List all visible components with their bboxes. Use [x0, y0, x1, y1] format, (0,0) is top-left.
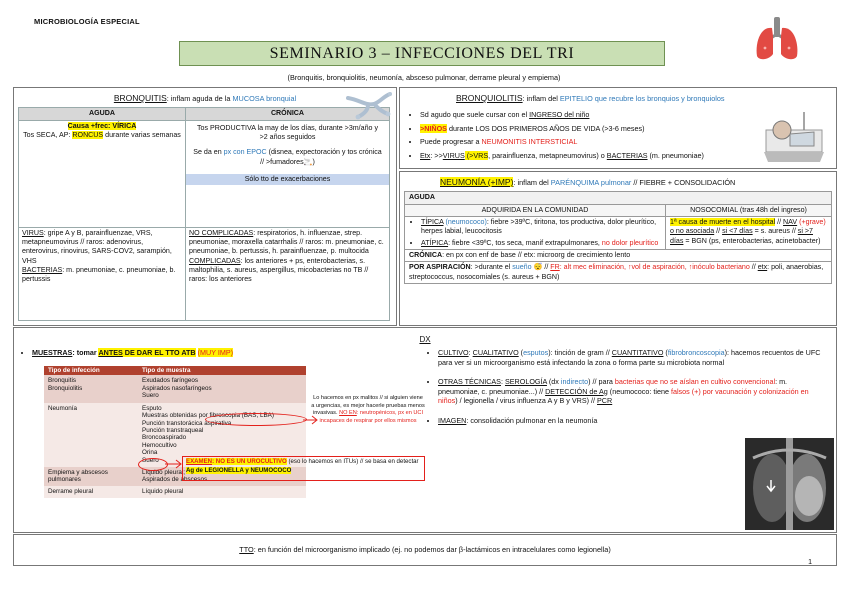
bronquiolitis-def: : inflam del — [522, 94, 560, 103]
list-item: • MUESTRAS: tomar ANTES DE DAR EL TTO ATB (MUY IMP) — [32, 348, 442, 358]
examen-orina-box: EXAMEN: NO ES UN UROCULTIVO (eso lo hacemos en ITUs) // se basa en detectar Ag de LEGIONELLA y NEUMOCOCO — [182, 456, 425, 481]
bronquitis-def: : inflam aguda de la — [166, 94, 233, 103]
list-item: • Sd agudo que suele cursar con el INGRESO del niño — [420, 110, 770, 120]
bronquitis-heading — [14, 93, 396, 104]
muestras-list — [18, 348, 442, 362]
sleep-emoji-icon: 😴 — [531, 263, 543, 272]
bronquiolitis-title: BRONQUIOLITIS — [456, 93, 523, 103]
virus-label: VIRUS — [22, 228, 44, 237]
neumonia-def-parenquima: PARÉNQUIMA pulmonar — [550, 178, 632, 187]
complicadas-label: COMPLICADAS — [189, 256, 241, 265]
fibroscopia-note: Lo hacemos en px malitos // si alguien viene a urgencias, es mejor hacerle pruebas menos invasivas. NO EN: neutropénicos, px en UCI incapaces de respirar por ellos mismos — [311, 395, 425, 424]
bronquitis-aguda-cell — [19, 120, 186, 227]
tto-text: TTO: en función del microorganismo implicado (ej. no podemos dar β-lactámicos en intracelulares como legionella) — [239, 545, 611, 554]
dx-methods-list — [424, 348, 830, 429]
bronquiolitis-list — [400, 110, 770, 160]
bacterias-label: BACTERIAS — [22, 266, 63, 275]
bronquitis-section — [13, 87, 397, 326]
list-item: • CULTIVO: CUALITATIVO (esputos): tinción de gram // CUANTITATIVO (fibrobroncoscopia): hacemos recuentos de UFC para ver si un microorganismo está infectando la zona o forma parte su microbiota normal — [438, 348, 830, 367]
nocomplicadas-label: NO COMPLICADAS — [189, 228, 254, 237]
list-item: • TÍPICA (neumococo): fiebre >39ºC, tiritona, tos productiva, dolor pleurítico, herpes labial, leucocitosis — [421, 218, 661, 237]
table-row: Derrame pleural Líquido pleural — [44, 486, 306, 498]
neumonia-aspiracion-row: POR ASPIRACIÓN: >durante el sueño 😴 // FR: alt mec eliminación, ↑vol de aspiración, ↑inóculo bacteriano // etx: poli, anaerobias, streptococcus, nosocomiales (s. aureus + BGN) — [405, 262, 832, 284]
bronquitis-title: BRONQUITIS — [113, 93, 167, 103]
course-header: MICROBIOLOGÍA ESPECIAL — [34, 17, 140, 26]
page-title: SEMINARIO 3 – INFECCIONES DEL TRI — [179, 41, 665, 66]
list-item: • Etx: >>VIRUS (>VRS, parainfluenza, metapneumovirus) o BACTERIAS (m. pneumoniae) — [420, 151, 770, 161]
table-header: Tipo de muestra — [138, 366, 306, 375]
neumonia-def-end: // FIEBRE + CONSOLIDACIÓN — [631, 178, 736, 187]
neumonia-table — [404, 191, 832, 284]
aguda-cause: Causa +frec: VÍRICA — [67, 121, 137, 130]
exacerbaciones-label: Sólo tto de exacerbaciones — [186, 174, 389, 185]
neumonia-def: : inflam del — [513, 178, 551, 187]
table-row: Neumonía Esputo Muestras obtenidas por fibroscopia (BAS, LBA) Punción transtorácica aspirativa Punción transtraqueal Broncoaspirado Hemocultivo Orina Suero — [44, 403, 306, 467]
dx-section — [13, 327, 837, 533]
chest-xray-image — [745, 438, 834, 530]
complicadas-text: : los anteriores + ps, enterobacterias, s. maltophilia, s. aureus, aspergillus, micobacterias no TB // raros: los anteriores — [189, 256, 369, 284]
bronquitis-table — [18, 107, 390, 320]
table-row: Empiema y abscesos pulmonares Líquido pleural; Aspirados de abscesos — [44, 467, 306, 486]
bronquiolitis-def-epitelio: EPITELIO que recubre los bronquios y bronquiolos — [559, 94, 725, 103]
nosocomial-cell: 1ª causa de muerte en el hospital // NAV (+grave) o no asociada // si <7 días = s. aureus // si >7 días = BGN (ps, enterobacterias, acinetobacter) — [666, 216, 832, 249]
bronchi-illustration — [344, 90, 392, 120]
cigarette-icon: 🚬 — [303, 157, 313, 166]
cronica-epoc: Se da en px con EPOC (disnea, expectoración y tos crónica // >fumadores🚬) — [193, 148, 382, 166]
arrow-icon — [164, 459, 184, 469]
list-item: • Puede progresar a NEUMONITIS INTERSTICIAL — [420, 137, 770, 147]
aguda-text: Tos SECA, AP: — [23, 130, 73, 139]
comunidad-header: ADQUIRIDA EN LA COMUNIDAD — [405, 204, 666, 216]
page-subtitle: (Bronquitis, bronquiolitis, neumonía, absceso pulmonar, derrame pleural y empiema) — [287, 73, 561, 82]
cronica-text: Tos PRODUCTIVA la may de los días, durante >3m/año y >2 años seguidos — [196, 123, 379, 141]
virus-text: : gripe A y B, parainfluenzae, VRS, metapneumovirus // raros: adenovirus, enterovirus, rinovirus, SARS-COV2, sarampión, VHS — [22, 228, 172, 265]
fibroscopia-circle — [205, 413, 307, 426]
lungs-icon — [752, 14, 802, 64]
dx-label: DX — [419, 335, 431, 344]
table-row: Bronquitis Bronquiolitis Exudados faríngeos Aspirados nasofaríngeos Suero — [44, 375, 306, 402]
neumonia-section — [399, 171, 837, 326]
bronquitis-exacerb-cell — [186, 227, 390, 320]
nosocomial-header: NOSOCOMIAL (tras 48h del ingreso) — [666, 204, 832, 216]
nocomplicadas-text: : respiratorios, h. influenzae, strep. pneumoniae, moraxella catarrhalis // raros: m. pneumoniae, c. pneumoniae, b. pertussis, h. parainfluenzae, p. multocida — [189, 228, 384, 256]
bronquiolitis-section — [399, 87, 837, 169]
aguda-text-end: durante varias semanas — [103, 130, 181, 139]
list-item: • >NIÑOS durante LOS DOS PRIMEROS AÑOS DE VIDA (>3-6 meses) — [420, 124, 770, 134]
table-header: Tipo de infección — [44, 366, 138, 375]
infant-illustration — [760, 110, 828, 164]
bronquiolitis-heading — [456, 93, 836, 104]
list-item: • IMAGEN: consolidación pulmonar en la neumonía — [438, 416, 738, 426]
neumonia-title: NEUMONÍA (+IMP) — [440, 177, 514, 187]
bronquitis-cronica-cell — [186, 120, 390, 227]
bronquitis-cronica-header: CRÓNICA — [186, 108, 390, 120]
bronquitis-aguda-header: AGUDA — [19, 108, 186, 120]
bronquitis-def-mucosa: MUCOSA bronquial — [232, 94, 297, 103]
page-number: 1 — [808, 558, 812, 566]
neumonia-cronica-row: CRÓNICA: en px con enf de base // etx: microorg de crecimiento lento — [405, 250, 832, 262]
neumonia-aguda-header: AGUDA — [405, 192, 832, 204]
comunidad-cell — [405, 216, 666, 249]
list-item: • ATÍPICA: fiebre <39ºC, tos seca, manif extrapulmonares, no dolor pleurítico — [421, 239, 661, 248]
bronquitis-etiology-cell — [19, 227, 186, 320]
bacterias-text: : m. pneumoniae, c. pneumoniae, b. pertussis — [22, 266, 176, 284]
neumonia-heading — [440, 177, 836, 188]
list-item: • OTRAS TÉCNICAS: SEROLOGÍA (dx indirecto) // para bacterias que no se aíslan en cultivo convencional: m. pneumoniae, c. pneumoniae...) // DETECCIÓN de Ag (neumococo: tiene falsos (+) por vacunación y colonización en niños) / legionella / virus influenza A y B y VRS) // PCR — [438, 377, 830, 406]
aguda-roncus: RONCUS — [72, 130, 104, 139]
tto-section — [13, 534, 837, 566]
